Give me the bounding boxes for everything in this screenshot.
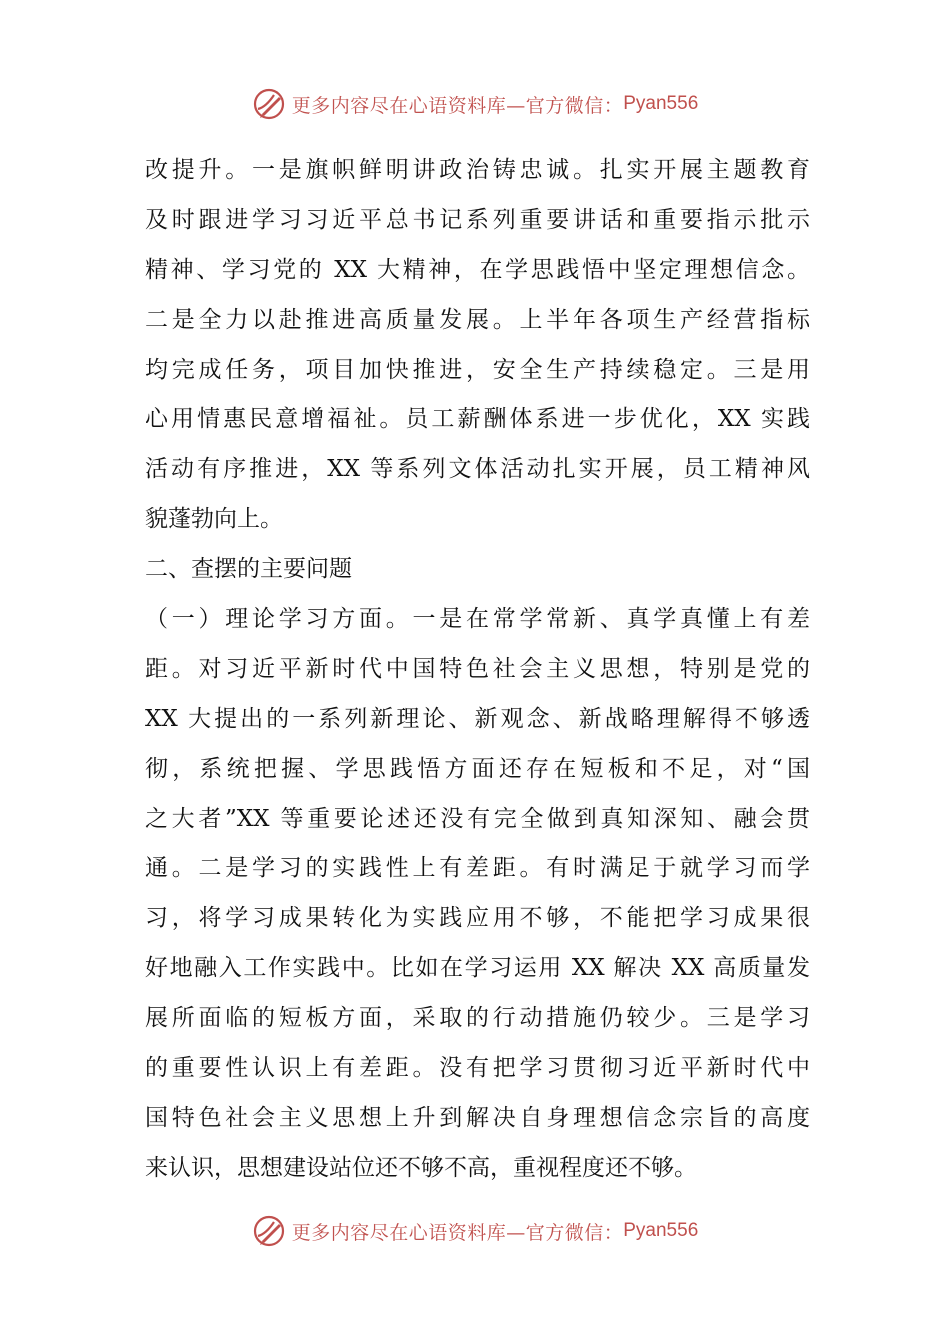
body-line: 之大者”XX 等重要论述还没有完全做到真知深知、融会贯 — [145, 805, 810, 832]
body-line: 精神、学习党的 XX 大精神，在学思践悟中坚定理想信念。 — [145, 256, 810, 283]
body-line: 改提升。一是旗帜鲜明讲政治铸忠诚。扎实开展主题教育 — [145, 157, 810, 183]
body-line: 彻，系统把握、学思践悟方面还存在短板和不足，对“国 — [145, 755, 810, 782]
watermark-text: 更多内容尽在心语资料库—官方微信： — [291, 94, 624, 117]
body-line: 均完成任务，项目加快推进，安全生产持续稳定。三是用 — [145, 356, 810, 383]
body-line: 好地融入工作实践中。比如在学习运用 XX 解决 XX 高质量发 — [145, 955, 810, 982]
watermark-banner-bottom — [0, 1211, 950, 1251]
pen-logo-icon — [252, 87, 286, 121]
document-body — [145, 146, 810, 1194]
body-line: XX 大提出的一系列新理论、新观念、新战略理解得不够透 — [145, 705, 810, 732]
body-line: 展所面临的短板方面，采取的行动措施仍较少。三是学习 — [145, 1005, 810, 1032]
pen-logo-icon — [252, 1214, 286, 1248]
body-line: 通。二是学习的实践性上有差距。有时满足于就学习而学 — [145, 855, 810, 882]
body-line: 习，将学习成果转化为实践应用不够，不能把学习成果很 — [145, 905, 810, 932]
body-line: （一）理论学习方面。一是在常学常新、真学真懂上有差 — [145, 606, 810, 633]
watermark-wechat-id: Pyan556 — [623, 93, 699, 114]
watermark-banner-top — [0, 84, 950, 124]
body-line: 距。对习近平新时代中国特色社会主义思想，特别是党的 — [145, 655, 810, 682]
body-line: 及时跟进学习习近平总书记系列重要讲话和重要指示批示 — [145, 206, 810, 233]
section-heading: 二、查摆的主要问题 — [145, 556, 352, 583]
body-line: 来认识，思想建设站位还不够不高，重视程度还不够。 — [145, 1154, 697, 1181]
watermark-wechat-id: Pyan556 — [623, 1220, 699, 1241]
watermark-text: 更多内容尽在心语资料库—官方微信： — [291, 1221, 624, 1244]
body-line: 心用情惠民意增福祉。员工薪酬体系进一步优化，XX 实践 — [145, 406, 810, 433]
body-line: 二是全力以赴推进高质量发展。上半年各项生产经营指标 — [145, 306, 810, 333]
body-line: 活动有序推进，XX 等系列文体活动扎实开展，员工精神风 — [145, 456, 810, 483]
body-line: 国特色社会主义思想上升到解决自身理想信念宗旨的高度 — [145, 1104, 810, 1131]
body-line: 貌蓬勃向上。 — [145, 506, 283, 533]
body-line: 的重要性认识上有差距。没有把学习贯彻习近平新时代中 — [145, 1055, 810, 1082]
